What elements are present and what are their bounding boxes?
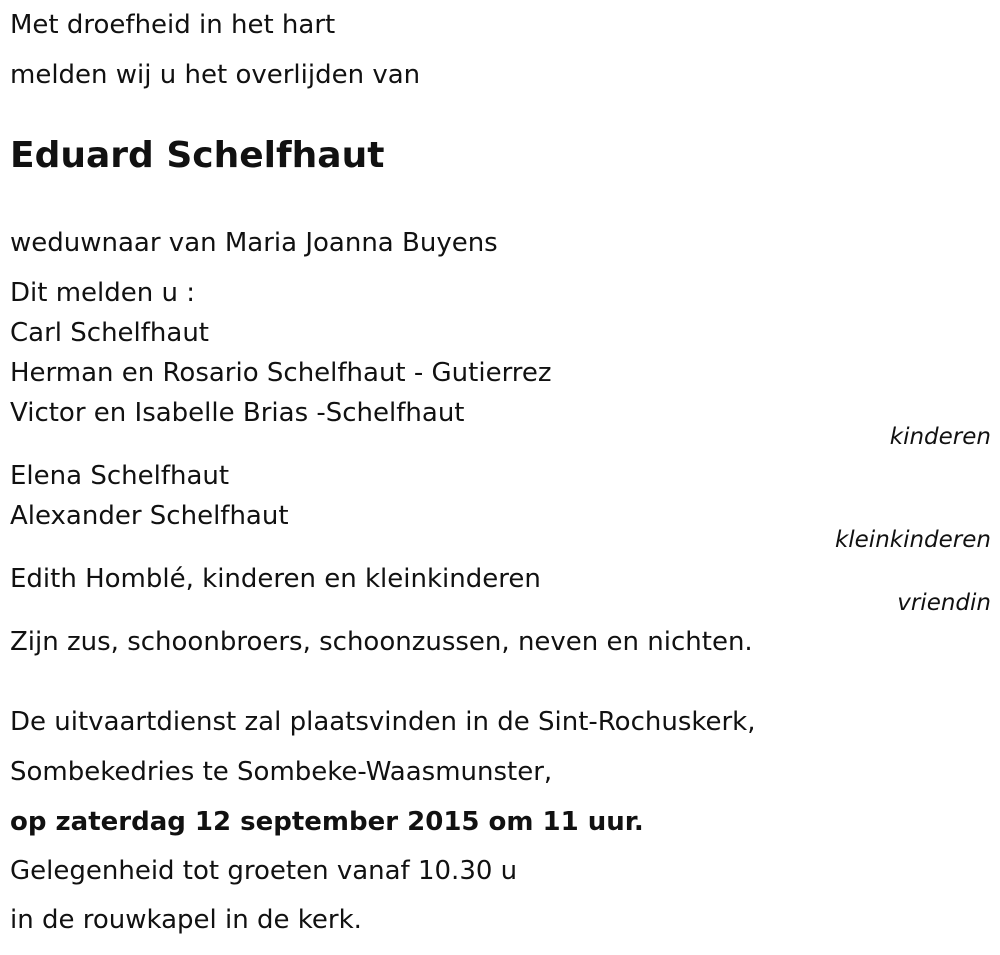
friend-role-label: vriendin xyxy=(897,590,991,616)
grandchildren-role-label: kleinkinderen xyxy=(834,527,991,553)
deceased-name: Eduard Schelfhaut xyxy=(10,135,385,176)
child-1: Carl Schelfhaut xyxy=(10,318,209,348)
funeral-date-line: op zaterdag 12 september 2015 om 11 uur. xyxy=(10,807,644,837)
child-3: Victor en Isabelle Brias -Schelfhaut xyxy=(10,398,465,428)
intro-line-1: Met droefheid in het hart xyxy=(10,10,336,40)
funeral-line-5: in de rouwkapel in de kerk. xyxy=(10,905,362,935)
funeral-line-2: Sombekedries te Sombeke-Waasmunster, xyxy=(10,757,553,787)
child-2: Herman en Rosario Schelfhaut - Gutierrez xyxy=(10,358,552,388)
grandchild-1: Elena Schelfhaut xyxy=(10,461,230,491)
family-heading: Dit melden u : xyxy=(10,278,195,308)
funeral-line-4: Gelegenheid tot groeten vanaf 10.30 u xyxy=(10,856,518,886)
funeral-line-1: De uitvaartdienst zal plaatsvinden in de Sint-Rochuskerk, xyxy=(10,707,756,737)
friend-line: Edith Homblé, kinderen en kleinkinderen xyxy=(10,564,541,594)
relatives-line: Zijn zus, schoonbroers, schoonzussen, neven en nichten. xyxy=(10,627,753,657)
children-role-label: kinderen xyxy=(889,424,991,450)
grandchild-2: Alexander Schelfhaut xyxy=(10,501,289,531)
intro-line-2: melden wij u het overlijden van xyxy=(10,60,421,90)
deceased-relation: weduwnaar van Maria Joanna Buyens xyxy=(10,228,498,258)
